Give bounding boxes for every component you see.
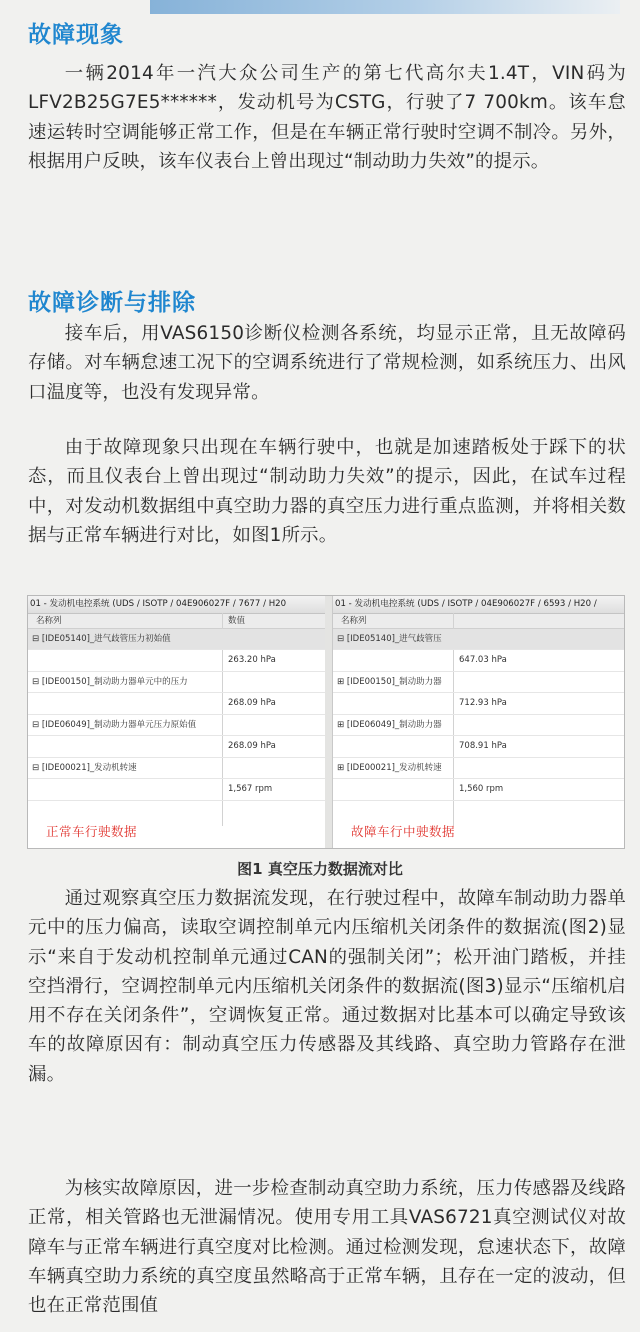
- expand-icon: ⊟: [32, 677, 42, 687]
- normal-car-panel: [28, 596, 326, 848]
- section-heading-diagnosis: 故障诊断与排除: [28, 290, 196, 316]
- expand-icon: ⊟: [32, 763, 42, 773]
- param-name: [IDE06049]_制动助力器: [346, 720, 442, 730]
- param-value: 268.09 hPa: [228, 741, 276, 751]
- table-row: [333, 672, 624, 715]
- param-value: 708.91 hPa: [459, 741, 507, 751]
- param-name: [IDE05140]_进气歧管压力初始值: [41, 634, 171, 644]
- expand-icon: ⊞: [337, 677, 347, 687]
- decorative-banner: [150, 0, 620, 14]
- expand-icon: ⊟: [337, 634, 347, 644]
- column-header-row: [333, 614, 624, 629]
- table-row: [333, 715, 624, 758]
- column-header-row: [28, 614, 325, 629]
- table-row: [28, 758, 325, 801]
- table-row: [333, 629, 624, 672]
- analysis-paragraph-1: 通过观察真空压力数据流发现，在行驶过程中，故障车制动助力器单元中的压力偏高，读取空调控制单元内压缩机关闭条件的数据流(图2)显示“来自于发动机控制单元通过CAN的强制关闭”；松开油门踏板，并挂空挡滑行，空调控制单元内压缩机关闭条件的数据流(图3)显示“压缩机启用不存在关闭条件”，空调恢复正常。通过数据对比基本可以确定导致该车的故障原因有：制动真空压力传感器及其线路、真空助力管路存在泄漏。: [28, 888, 626, 1085]
- expand-icon: ⊞: [337, 763, 347, 773]
- figure-1-screenshot: [27, 595, 625, 849]
- param-name: [IDE00021]_发动机转速: [346, 763, 442, 773]
- param-value: 712.93 hPa: [459, 698, 507, 708]
- panel-header: 01 - 发动机电控系统 (UDS / ISOTP / 04E906027F / 6593 / H20 /: [333, 596, 624, 614]
- param-value: 647.03 hPa: [459, 655, 507, 665]
- column-value-header: 数值: [228, 616, 246, 626]
- panel-header: 01 - 发动机电控系统 (UDS / ISOTP / 04E906027F / 7677 / H20: [28, 596, 325, 614]
- symptom-paragraph: 一辆2014年一汽大众公司生产的第七代高尔夫1.4T，VIN码为LFV2B25G7E5******，发动机号为CSTG，行驶了7 700km。该车怠速运转时空调能够正常工作，但是在车辆正常行驶时空调不制冷。另外，根据用户反映，该车仪表台上曾出现过“制动助力失效”的提示。: [28, 63, 626, 172]
- figure-1-caption: 图1 真空压力数据流对比: [237, 860, 403, 878]
- column-name-header: 名称列: [341, 616, 367, 626]
- param-value: 1,560 rpm: [459, 784, 504, 794]
- section-heading-symptom: 故障现象: [28, 22, 124, 48]
- diagnosis-paragraph-2: 由于故障现象只出现在车辆行驶中，也就是加速踏板处于踩下的状态，而且仪表台上曾出现过“制动助力失效”的提示，因此，在试车过程中，对发动机数据组中真空助力器的真空压力进行重点监测，并将相关数据与正常车辆进行对比，如图1所示。: [28, 437, 626, 546]
- param-name: [IDE05140]_进气歧管压: [346, 634, 442, 644]
- expand-icon: ⊟: [32, 720, 42, 730]
- faulty-car-label: 故障车行中驶数据: [351, 824, 456, 839]
- table-row: [28, 672, 325, 715]
- table-row: [28, 715, 325, 758]
- param-value: 268.09 hPa: [228, 698, 276, 708]
- expand-icon: ⊟: [32, 634, 42, 644]
- table-row: [333, 758, 624, 801]
- panel-gap: [325, 596, 332, 848]
- diagnosis-paragraph-1: 接车后，用VAS6150诊断仪检测各系统，均显示正常，且无故障码存储。对车辆怠速工况下的空调系统进行了常规检测，如系统压力、出风口温度等，也没有发现异常。: [28, 323, 626, 403]
- param-name: [IDE00150]_制动助力器单元中的压力: [41, 677, 188, 687]
- faulty-car-panel: [332, 596, 624, 848]
- analysis-paragraph-2: 为核实故障原因，进一步检查制动真空助力系统，压力传感器及线路正常，相关管路也无泄漏情况。使用专用工具VAS6721真空测试仪对故障车与正常车辆进行真空度对比检测。通过检测发现，怠速状态下，故障车辆真空助力系统的真空度虽然略高于正常车辆，且存在一定的波动，但也在正常范围值: [28, 1178, 626, 1317]
- param-name: [IDE06049]_制动助力器单元压力原始值: [41, 720, 197, 730]
- column-name-header: 名称列: [36, 616, 62, 626]
- param-name: [IDE00150]_制动助力器: [346, 677, 442, 687]
- normal-car-label: 正常车行驶数据: [46, 824, 138, 839]
- param-value: 1,567 rpm: [228, 784, 273, 794]
- param-value: 263.20 hPa: [228, 655, 276, 665]
- table-row: [28, 629, 325, 672]
- param-name: [IDE00021]_发动机转速: [41, 763, 137, 773]
- expand-icon: ⊞: [337, 720, 347, 730]
